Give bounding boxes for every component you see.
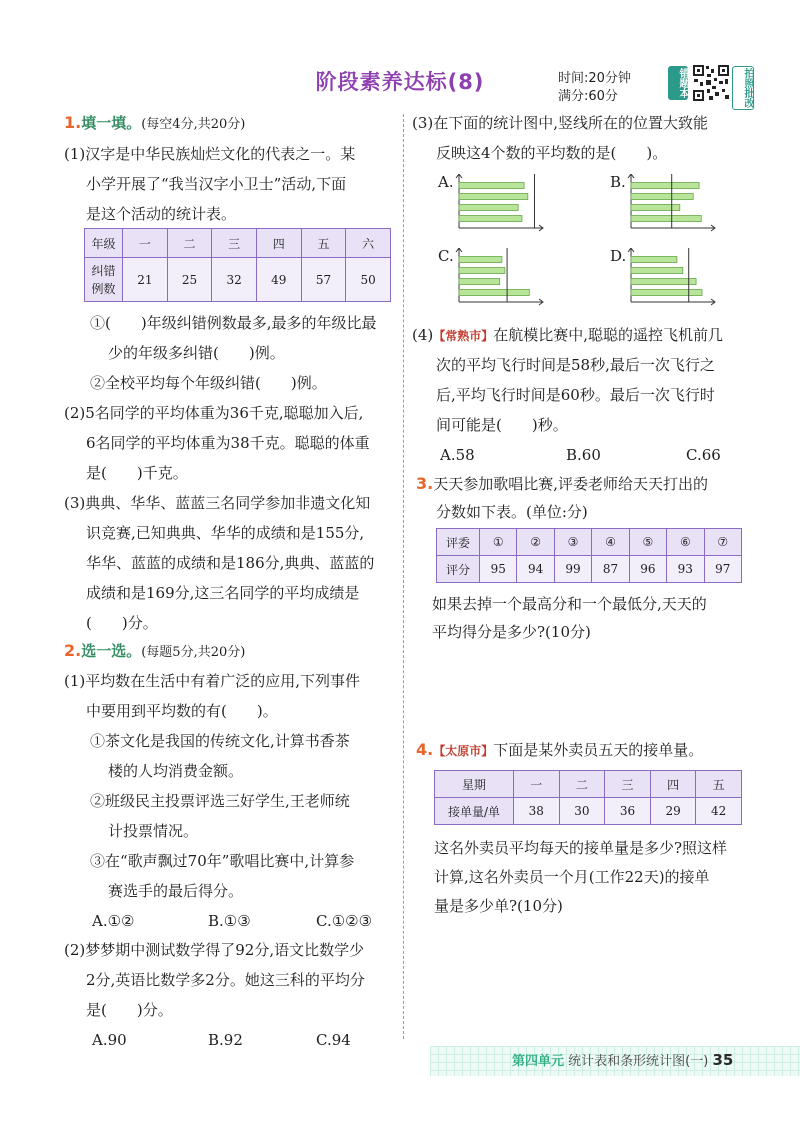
q4-line: 4.【太原市】下面是某外卖员五天的接单量。 [416, 740, 704, 759]
table-cell: 95 [480, 556, 517, 583]
q2-p2-option-a: A.90 [92, 1031, 127, 1049]
bar-chart-b [627, 174, 717, 232]
q1-head: 填一填。 [81, 114, 142, 132]
chart-bar [631, 182, 699, 188]
q3-line: 分数如下表。(单位:分) [436, 503, 588, 521]
mini-bar-chart [627, 174, 717, 232]
table-header-cell: 二 [559, 771, 605, 798]
table-header-cell: 一 [123, 229, 168, 258]
q4-number: 4. [416, 740, 434, 759]
q2-p4-option-c: C.66 [686, 446, 721, 464]
q4-question: 量是多少单?(10分) [434, 897, 563, 915]
q3-question: 平均得分是多少?(10分) [432, 623, 591, 641]
q1-p3-line: 识竞赛,已知典典、华华的成绩和是155分, [86, 524, 365, 542]
table-header-cell: 二 [167, 229, 212, 258]
q2-p1-line: (1)平均数在生活中有着广泛的应用,下列事件 [64, 672, 361, 690]
q1-p3-line: (3)典典、华华、蓝蓝三名同学参加非遗文化知 [64, 494, 371, 512]
bar-chart-a [455, 174, 545, 232]
table-header-cell: 五 [301, 229, 346, 258]
mini-bar-chart [627, 248, 717, 306]
table-header-cell: 星期 [435, 771, 514, 798]
q2-p1-line: 中要用到平均数的有( )。 [86, 702, 278, 720]
table-cell: 21 [123, 258, 168, 302]
chart-label-d: D. [610, 247, 627, 265]
table-cell: 42 [696, 798, 742, 825]
page-number: 35 [712, 1051, 734, 1069]
chart-bar [459, 204, 518, 210]
table-cell: 30 [559, 798, 605, 825]
chart-bar [459, 215, 522, 221]
chart-bar [631, 267, 683, 273]
chart-bar [631, 256, 677, 262]
table-cell: 32 [212, 258, 257, 302]
table-header-cell: 一 [514, 771, 560, 798]
table-row-label: 评分 [437, 556, 480, 583]
chart-bar [459, 289, 529, 295]
q2-p3-line: (3)在下面的统计图中,竖线所在的位置大致能 [412, 114, 709, 132]
wrong-book-tag: 错题本 [668, 66, 688, 100]
photo-grading-tag: 拍照批改 [732, 66, 754, 110]
mini-bar-chart [455, 174, 545, 232]
q2-p1-item: ③在“歌声飘过70年”歌唱比赛中,计算参 [90, 852, 355, 870]
chart-label-a: A. [438, 173, 454, 191]
table-cell: 97 [704, 556, 741, 583]
q2-p4-line: 间可能是( )秒。 [436, 416, 568, 434]
q2-score: (每题5分,共20分) [141, 645, 246, 660]
table-cell: 93 [667, 556, 704, 583]
q1-p1-sub2: ②全校平均每个年级纠错( )例。 [90, 374, 327, 392]
time-label: 时间:20分钟 [558, 71, 631, 86]
q2-heading [64, 641, 245, 663]
q4-question: 计算,这名外卖员一个月(工作22天)的接单 [434, 868, 710, 886]
table-header-cell: 四 [256, 229, 301, 258]
q2-p2-option-c: C.94 [316, 1031, 351, 1049]
bar-chart-d [627, 248, 717, 306]
footer-title: 统计表和条形统计图(一) [568, 1054, 709, 1069]
q2-number: 2. [64, 641, 82, 660]
q2-p1-option-b: B.①③ [208, 912, 251, 930]
q3-line: 3.天天参加歌唱比赛,评委老师给天天打出的 [416, 474, 708, 493]
table-cell: 50 [346, 258, 391, 302]
mini-bar-chart [455, 248, 545, 306]
table-header-cell: 五 [696, 771, 742, 798]
q2-p4-line: (4)【常熟市】在航模比赛中,聪聪的遥控飞机前几 [412, 326, 724, 344]
chart-bar [631, 215, 701, 221]
table-header-cell: 三 [212, 229, 257, 258]
q1-p2-line: 是( )千克。 [86, 464, 188, 482]
chart-bar [631, 278, 696, 284]
footer-unit: 第四单元 [512, 1054, 565, 1069]
bar-chart-c [455, 248, 545, 306]
table-cell: 96 [629, 556, 666, 583]
q1-p1-line: (1)汉字是中华民族灿烂文化的代表之一。某 [64, 145, 356, 163]
table-header-cell: ⑤ [629, 529, 666, 556]
page-title: 阶段素养达标(8) [315, 70, 485, 94]
grade-correction-table [84, 228, 391, 302]
table-row-label: 接单量/单 [435, 798, 514, 825]
q4-question: 这名外卖员平均每天的接单量是多少?照这样 [434, 839, 728, 857]
table-header-cell: 评委 [437, 529, 480, 556]
table-cell: 29 [650, 798, 696, 825]
table-cell: 36 [605, 798, 651, 825]
table-header-cell: ⑥ [667, 529, 704, 556]
table-row-label: 纠错 例数 [85, 258, 123, 302]
q3-question: 如果去掉一个最高分和一个最低分,天天的 [432, 595, 707, 613]
q1-p1-line: 小学开展了“我当汉字小卫士”活动,下面 [86, 175, 347, 193]
q2-p4-option-b: B.60 [566, 446, 601, 464]
q2-p4-tag: 【常熟市】 [433, 329, 494, 343]
q1-p2-line: 6名同学的平均体重为38千克。聪聪的体重 [86, 434, 370, 452]
table-cell: 99 [554, 556, 591, 583]
q2-p3-line: 反映这4个数的平均数的是( )。 [436, 144, 668, 162]
time-info [558, 70, 631, 106]
delivery-orders-table [434, 770, 742, 825]
table-header-cell: ④ [592, 529, 629, 556]
q1-p2-line: (2)5名同学的平均体重为36千克,聪聪加入后, [64, 404, 364, 422]
chart-label-b: B. [610, 173, 626, 191]
q2-p1-item: 计投票情况。 [108, 822, 199, 840]
q2-p2-line: 2分,英语比数学多2分。她这三科的平均分 [86, 971, 365, 989]
table-header-cell: ③ [554, 529, 591, 556]
judge-score-table [436, 528, 742, 583]
q2-p2-line: (2)梦梦期中测试数学得了92分,语文比数学少 [64, 941, 365, 959]
q2-p1-item: ②班级民主投票评选三好学生,王老师统 [90, 792, 350, 810]
qr-code-icon[interactable] [692, 64, 730, 102]
chart-bar [459, 182, 524, 188]
column-divider [403, 114, 404, 1039]
q1-p1-sub1-cont: 少的年级多纠错( )例。 [108, 344, 285, 362]
chart-bar [631, 204, 680, 210]
q2-p4-line: 次的平均飞行时间是58秒,最后一次飞行之 [436, 356, 715, 374]
q2-p4-option-a: A.58 [440, 446, 475, 464]
q1-p3-line: 成绩和是169分,这三名同学的平均成绩是 [86, 584, 360, 602]
table-cell: 87 [592, 556, 629, 583]
q2-p2-line: 是( )分。 [86, 1001, 173, 1019]
table-header-cell: 年级 [85, 229, 123, 258]
table-cell: 38 [514, 798, 560, 825]
table-header-cell: ① [480, 529, 517, 556]
table-cell: 94 [517, 556, 554, 583]
table-header-cell: 四 [650, 771, 696, 798]
q2-p1-item: ①茶文化是我国的传统文化,计算书香茶 [90, 732, 350, 750]
chart-label-c: C. [438, 247, 454, 265]
table-header-cell: 六 [346, 229, 391, 258]
chart-bar [459, 267, 505, 273]
score-label: 满分:60分 [558, 89, 618, 104]
chart-bar [631, 193, 693, 199]
q1-heading [64, 113, 245, 135]
table-cell: 25 [167, 258, 212, 302]
page-footer [512, 1050, 733, 1069]
q1-p3-line: ( )分。 [86, 614, 158, 632]
q4-tag: 【太原市】 [433, 744, 494, 758]
table-header-cell: ② [517, 529, 554, 556]
chart-bar [459, 278, 500, 284]
q1-number: 1. [64, 113, 82, 132]
table-header-cell: 三 [605, 771, 651, 798]
q1-score: (每空4分,共20分) [141, 117, 246, 132]
q2-p1-option-c: C.①②③ [316, 912, 373, 930]
q2-p2-option-b: B.92 [208, 1031, 243, 1049]
q2-p4-line: 后,平均飞行时间是60秒。最后一次飞行时 [436, 386, 715, 404]
chart-bar [459, 256, 502, 262]
q3-number: 3. [416, 474, 434, 493]
chart-bar [459, 193, 528, 199]
q2-head: 选一选。 [81, 642, 142, 660]
q2-p1-option-a: A.①② [92, 912, 135, 930]
table-cell: 57 [301, 258, 346, 302]
q2-p1-item: 楼的人均消费金额。 [108, 762, 244, 780]
q2-p1-item: 赛选手的最后得分。 [108, 882, 244, 900]
q1-p1-line: 是这个活动的统计表。 [86, 205, 237, 223]
q1-p3-line: 华华、蓝蓝的成绩和是186分,典典、蓝蓝的 [86, 554, 375, 572]
q1-p1-sub1: ①( )年级纠错例数最多,最多的年级比最 [90, 314, 377, 332]
chart-bar [631, 289, 702, 295]
table-header-cell: ⑦ [704, 529, 741, 556]
table-cell: 49 [256, 258, 301, 302]
